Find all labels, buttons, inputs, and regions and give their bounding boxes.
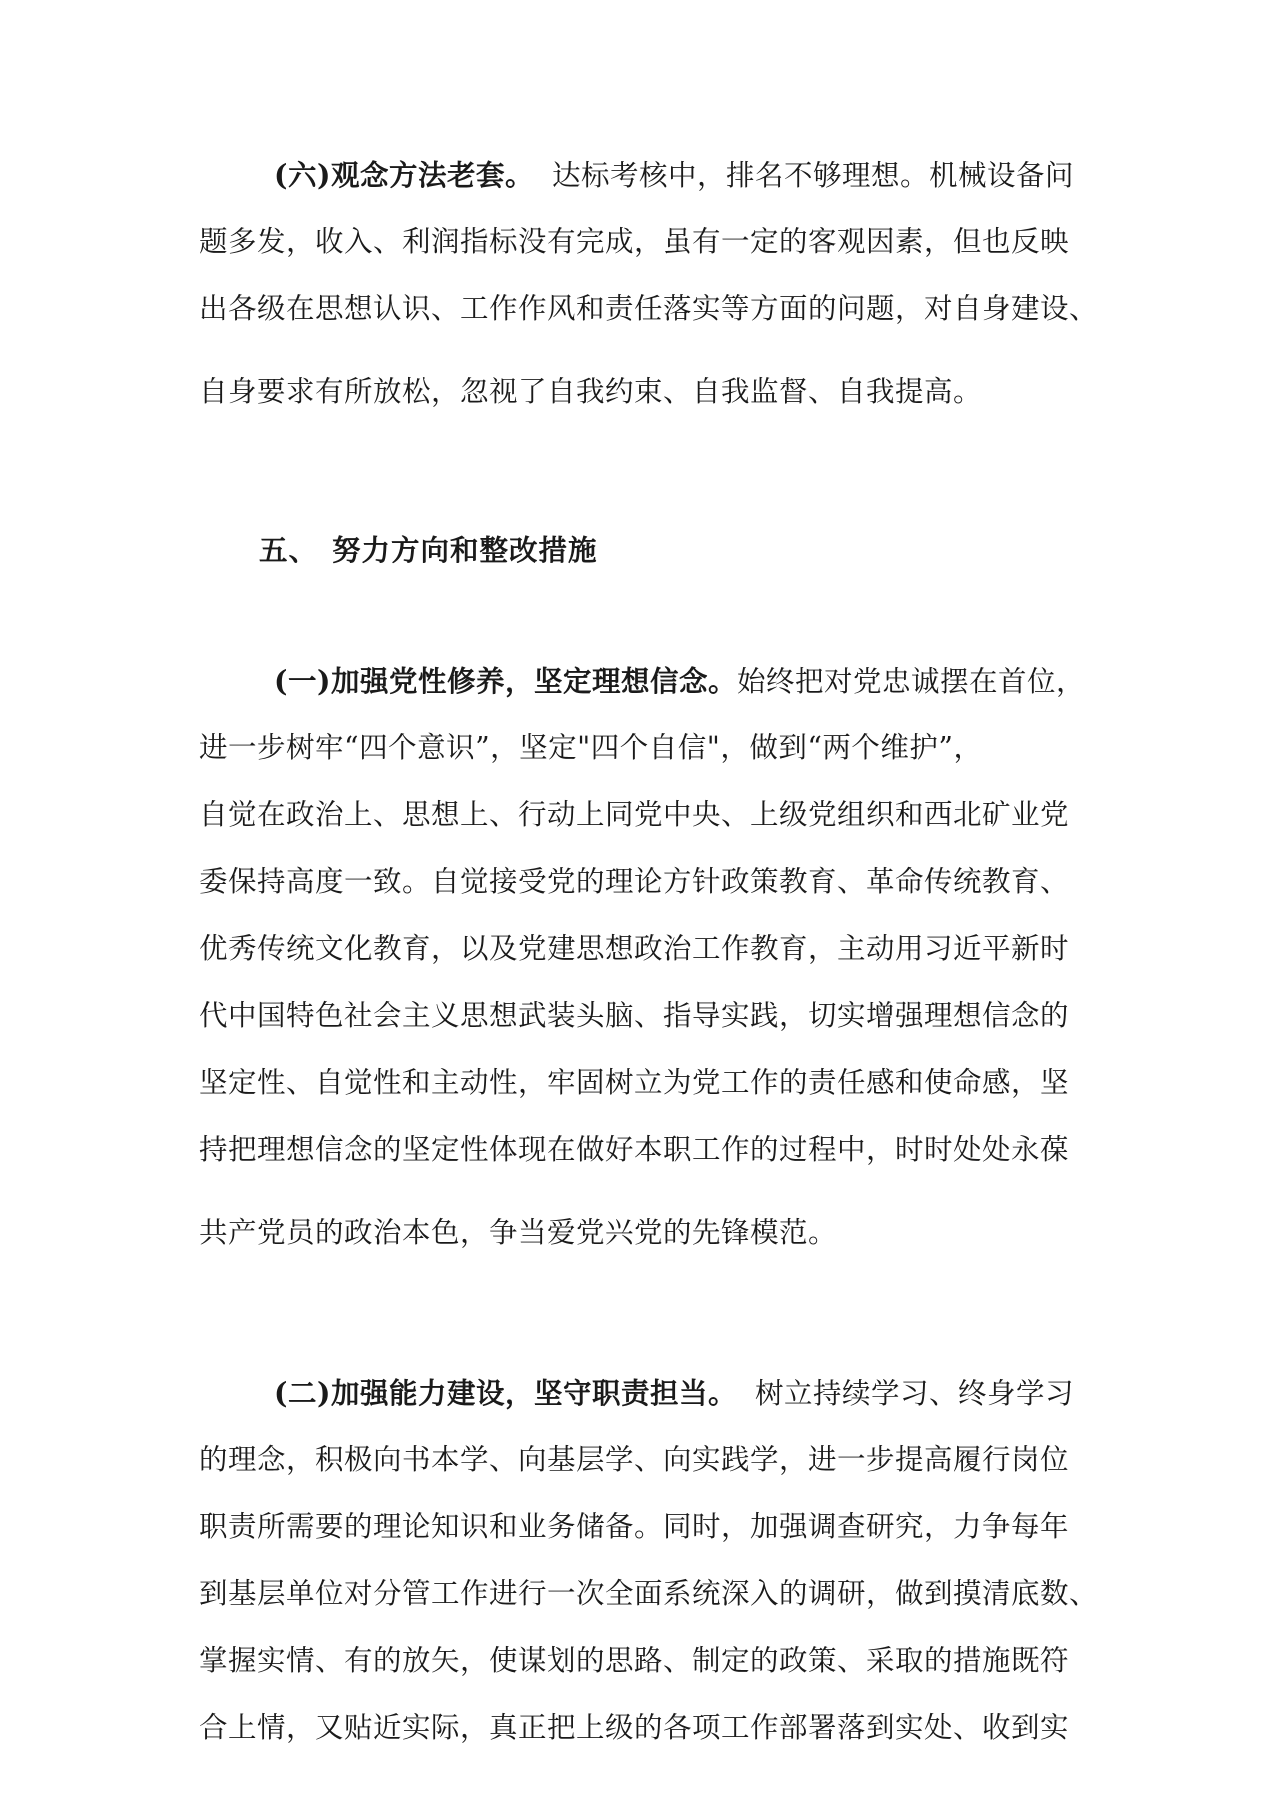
paragraph-line: 出各级在思想认识、工作作风和责任落实等方面的问题，对自身建设、	[199, 292, 1099, 325]
paragraph-line	[274, 661, 1085, 702]
paragraph-line: 到基层单位对分管工作进行一次全面系统深入的调研，做到摸清底数、	[199, 1577, 1099, 1610]
paragraph-line: 自身要求有所放松，忽视了自我约束、自我监督、自我提高。	[199, 375, 983, 408]
subsection-title: (六)观念方法老套。	[274, 158, 534, 192]
subsection-title: (二)加强能力建设，坚守职责担当。	[274, 1376, 737, 1410]
paragraph-line	[274, 155, 1074, 196]
paragraph-line: 合上情，又贴近实际，真正把上级的各项工作部署落到实处、收到实	[199, 1711, 1070, 1744]
paragraph-line: 共产党员的政治本色，争当爱党兴党的先锋模范。	[199, 1216, 838, 1249]
paragraph-text: 达标考核中，排名不够理想。机械设备问	[551, 159, 1074, 192]
section-number: 五、	[259, 533, 319, 567]
paragraph-text: 始终把对党忠诚摆在首位，	[736, 665, 1085, 698]
paragraph-line: 坚定性、自觉性和主动性，牢固树立为党工作的责任感和使命感，坚	[199, 1066, 1070, 1099]
paragraph-line: 进一步树牢“四个意识”，坚定"四个自信"，做到“两个维护”，	[199, 731, 983, 764]
paragraph-line	[274, 1373, 1074, 1414]
paragraph-text: 树立持续学习、终身学习	[754, 1377, 1074, 1410]
paragraph-line: 代中国特色社会主义思想武装头脑、指导实践，切实增强理想信念的	[199, 999, 1070, 1032]
paragraph-line: 自觉在政治上、思想上、行动上同党中央、上级党组织和西北矿业党	[199, 798, 1070, 831]
section-title: 努力方向和整改措施	[332, 533, 598, 567]
paragraph-line: 委保持高度一致。自觉接受党的理论方针政策教育、革命传统教育、	[199, 865, 1070, 898]
subsection-title: (一)加强党性修养，坚定理想信念。	[274, 664, 737, 698]
paragraph-line: 的理念，积极向书本学、向基层学、向实践学，进一步提高履行岗位	[199, 1443, 1070, 1476]
paragraph-line: 优秀传统文化教育，以及党建思想政治工作教育，主动用习近平新时	[199, 932, 1070, 965]
paragraph-line: 题多发，收入、利润指标没有完成，虽有一定的客观因素，但也反映	[199, 225, 1070, 258]
paragraph-line: 掌握实情、有的放矢，使谋划的思路、制定的政策、采取的措施既符	[199, 1644, 1070, 1677]
paragraph-line: 职责所需要的理论知识和业务储备。同时，加强调查研究，力争每年	[199, 1510, 1070, 1543]
section-heading	[259, 530, 598, 570]
paragraph-line: 持把理想信念的坚定性体现在做好本职工作的过程中，时时处处永葆	[199, 1133, 1070, 1166]
